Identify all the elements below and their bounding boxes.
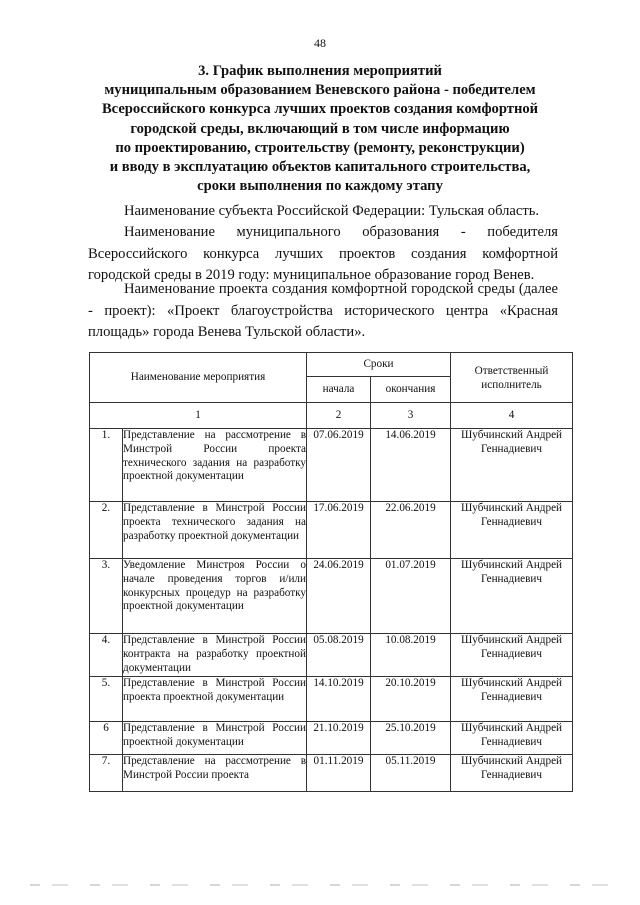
start-date: 14.10.2019 (307, 677, 371, 722)
end-date: 01.07.2019 (371, 559, 451, 634)
winner-paragraph (88, 222, 558, 287)
header-end: окончания (371, 377, 451, 403)
end-date: 22.06.2019 (371, 502, 451, 559)
end-date: 20.10.2019 (371, 677, 451, 722)
row-number: 6 (90, 722, 123, 755)
event-name: Представление на рассмотрение в Минстрой России проекта технического задания на разработку проектной документации (123, 429, 307, 502)
header-responsible (451, 353, 573, 403)
start-date: 07.06.2019 (307, 429, 371, 502)
responsible-person: Шубчинский Андрей Геннадиевич (451, 677, 573, 722)
heading-line: Всероссийского конкурса лучших проектов создания комфортной (101, 101, 539, 118)
table-row (90, 677, 573, 722)
responsible-person: Шубчинский Андрей Геннадиевич (451, 429, 573, 502)
column-number-2: 2 (307, 403, 371, 429)
row-number: 1. (90, 429, 123, 502)
row-number: 5. (90, 677, 123, 722)
end-date: 10.08.2019 (371, 634, 451, 677)
header-responsible-text: Ответственный исполнитель (474, 364, 549, 391)
event-name: Представление в Минстрой России проектной документации (123, 722, 307, 755)
start-date: 05.08.2019 (307, 634, 371, 677)
document-heading (84, 62, 556, 196)
end-date: 25.10.2019 (371, 722, 451, 755)
event-name: Уведомление Минстроя России о начале проведения торгов и/или конкурсных процедур на разработку проектной документации (123, 559, 307, 634)
project-text: Наименование проекта создания комфортной городской среды (далее - проект): «Проект благоустройства исторического центра «Красная площадь» города Венева Тульской области». (88, 281, 558, 340)
heading-line: сроки выполнения по каждому этапу (197, 178, 443, 195)
responsible-person: Шубчинский Андрей Геннадиевич (451, 502, 573, 559)
row-number: 3. (90, 559, 123, 634)
event-name: Представление в Минстрой России проекта проектной документации (123, 677, 307, 722)
start-date: 01.11.2019 (307, 755, 371, 792)
event-name: Представление на рассмотрение в Минстрой России проекта (123, 755, 307, 792)
row-number: 2. (90, 502, 123, 559)
end-date: 05.11.2019 (371, 755, 451, 792)
column-number-1: 1 (90, 403, 307, 429)
event-name: Представление в Минстрой России проекта технического задания на разработку проектной документации (123, 502, 307, 559)
heading-line: 3. График выполнения мероприятий (198, 63, 442, 79)
page-number: 48 (314, 36, 326, 50)
column-number-4: 4 (451, 403, 573, 429)
table-row (90, 755, 573, 792)
table-row (90, 722, 573, 755)
scan-artifact (30, 884, 610, 886)
heading-line: и вводу в эксплуатацию объектов капитального строительства, (109, 159, 531, 176)
subject-paragraph (88, 201, 558, 223)
responsible-person: Шубчинский Андрей Геннадиевич (451, 722, 573, 755)
heading-line: муниципальным образованием Веневского района - победителем (104, 82, 536, 99)
schedule-table (89, 352, 573, 792)
responsible-person: Шубчинский Андрей Геннадиевич (451, 634, 573, 677)
heading-line: по проектированию, строительству (ремонту, реконструкции) (115, 139, 525, 156)
table-row (90, 559, 573, 634)
end-date: 14.06.2019 (371, 429, 451, 502)
row-number: 4. (90, 634, 123, 677)
header-start: начала (307, 377, 371, 403)
header-event: Наименование мероприятия (90, 353, 307, 403)
heading-line: городской среды, включающий в том числе информацию (130, 120, 510, 137)
project-paragraph (88, 279, 558, 344)
start-date: 17.06.2019 (307, 502, 371, 559)
responsible-person: Шубчинский Андрей Геннадиевич (451, 755, 573, 792)
row-number: 7. (90, 755, 123, 792)
table-row (90, 429, 573, 502)
table-row (90, 634, 573, 677)
header-terms: Сроки (307, 353, 451, 377)
start-date: 21.10.2019 (307, 722, 371, 755)
responsible-person: Шубчинский Андрей Геннадиевич (451, 559, 573, 634)
winner-text: Наименование муниципального образования - победителя Всероссийского конкурса лучших проектов создания комфортной городской среды в 2019 году: муниципальное образование город Венев. (88, 224, 558, 283)
table-row (90, 502, 573, 559)
start-date: 24.06.2019 (307, 559, 371, 634)
subject-text: Наименование субъекта Российской Федерации: Тульская область. (124, 203, 540, 219)
event-name: Представление в Минстрой России контракта на разработку проектной документации (123, 634, 307, 677)
column-number-3: 3 (371, 403, 451, 429)
